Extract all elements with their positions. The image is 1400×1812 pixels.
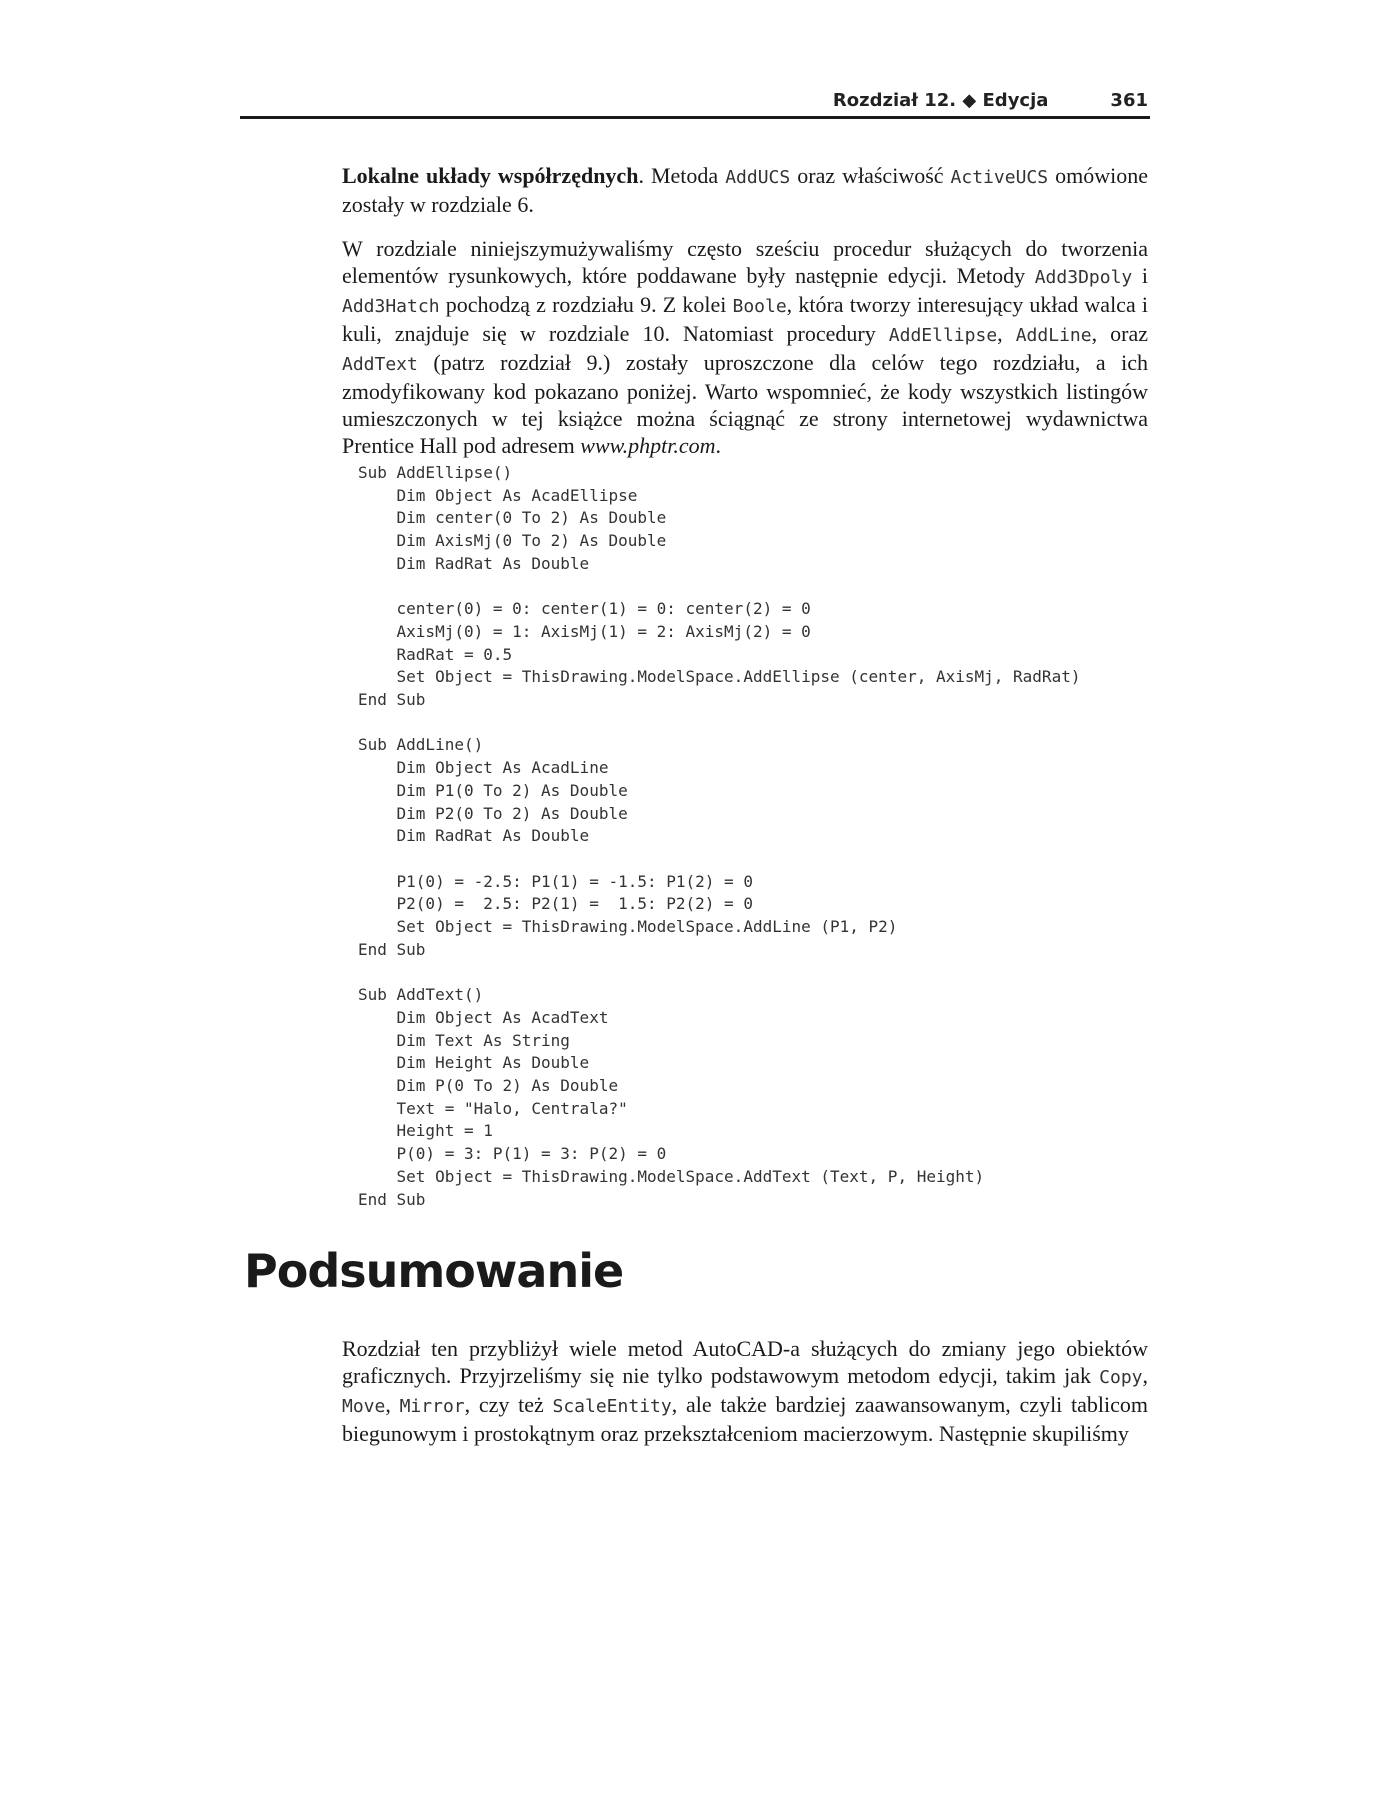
paragraph-lead: Lokalne układy współrzędnych [342,163,639,188]
inline-code: Add3Dpoly [1034,267,1133,288]
inline-code: AddUCS [725,167,791,188]
text-run: , [997,321,1016,346]
section-heading: Podsumowanie [244,1244,624,1298]
inline-code: Move [342,1396,386,1417]
text-run: , [1142,1363,1148,1388]
header-rule [240,116,1150,119]
text-run: , ale także bardziej zaawansowanym, czyli tablicom biegunowym i prostokątnym oraz przekształceniom macierzowym. Następnie skupiliśmy [342,1392,1149,1446]
inline-code: Add3Hatch [342,296,440,317]
paragraph-local-ucs [342,162,1148,218]
paragraph-procedures [342,235,1148,459]
inline-code: Boole [732,296,787,317]
inline-code: Mirror [399,1396,465,1417]
publisher-url: www.phptr.com [580,433,716,458]
paragraph-summary [342,1335,1148,1447]
text-run: oraz właściwość [790,163,951,188]
page-number: 361 [1110,90,1148,111]
text-run: i [1132,263,1148,288]
inline-code: Copy [1099,1367,1143,1388]
text-run: , oraz [1091,321,1148,346]
inline-code: AddLine [1015,325,1092,346]
inline-code: AddEllipse [888,325,998,346]
inline-code: ScaleEntity [552,1396,672,1417]
text-run: , która tworzy interesujący układ walca i kuli, znajduje się w rozdziale 10. Natomiast procedury [342,292,1148,346]
text-run: Rozdział ten przybliżył wiele metod AutoCAD-a służących do zmiany jego obiektów graficznych. Przyjrzeliśmy się nie tylko podstawowym metodom edycji, takim jak [342,1336,1148,1388]
text-run: . [715,433,722,458]
text-run: pochodzą z rozdziału 9. Z kolei [439,292,733,317]
text-run: . Metoda [638,163,726,188]
text-run: W rozdziale niniejszymużywaliśmy często sześciu procedur służących do tworzenia elementów rysunkowych, które poddawane były następnie edycji. Metody [342,236,1148,288]
inline-code: AddText [342,354,418,375]
code-listing: Sub AddEllipse() Dim Object As AcadEllipse Dim center(0 To 2) As Double Dim AxisMj(0 To 2) As Double Dim RadRat As Double center(0) = 0: center(1) = 0: center(2) = 0 AxisMj(0) = 1: AxisMj(1) = 2: AxisMj(2) = 0 RadRat = 0.5 Set Object = ThisDrawing.ModelSpace.AddEllipse (center, AxisMj, RadRat) End Sub Sub AddLine() Dim Object As AcadLine Dim P1(0 To 2) As Double Dim P2(0 To 2) As Double Dim RadRat As Double P1(0) = -2.5: P1(1) = -1.5: P1(2) = 0 P2(0) = 2.5: P2(1) = 1.5: P2(2) = 0 Set Object = ThisDrawing.ModelSpace.AddLine (P1, P2) End Sub Sub AddText() Dim Object As AcadText Dim Text As String Dim Height As Double Dim P(0 To 2) As Double Text = "Halo, Centrala?" Height = 1 P(0) = 3: P(1) = 3: P(2) = 0 Set Object = ThisDrawing.ModelSpace.AddText (Text, P, Height) End Sub [358,463,1081,1209]
text-run: , czy też [464,1392,553,1417]
text-run: , [385,1392,400,1417]
chapter-title: Rozdział 12. ◆ Edycja [832,90,1049,111]
text-run: (patrz rozdział 9.) zostały uproszczone dla celów tego rozdziału, a ich zmodyfikowany kod pokazano poniżej. Warto wspomnieć, że kody wszystkich listingów umieszczonych w tej książce można ściągnąć ze strony internetowej wydawnictwa Prentice Hall pod adresem [342,350,1148,458]
text-run: omówione zostały w rozdziale 6. [342,163,1148,217]
inline-code: ActiveUCS [950,167,1049,188]
